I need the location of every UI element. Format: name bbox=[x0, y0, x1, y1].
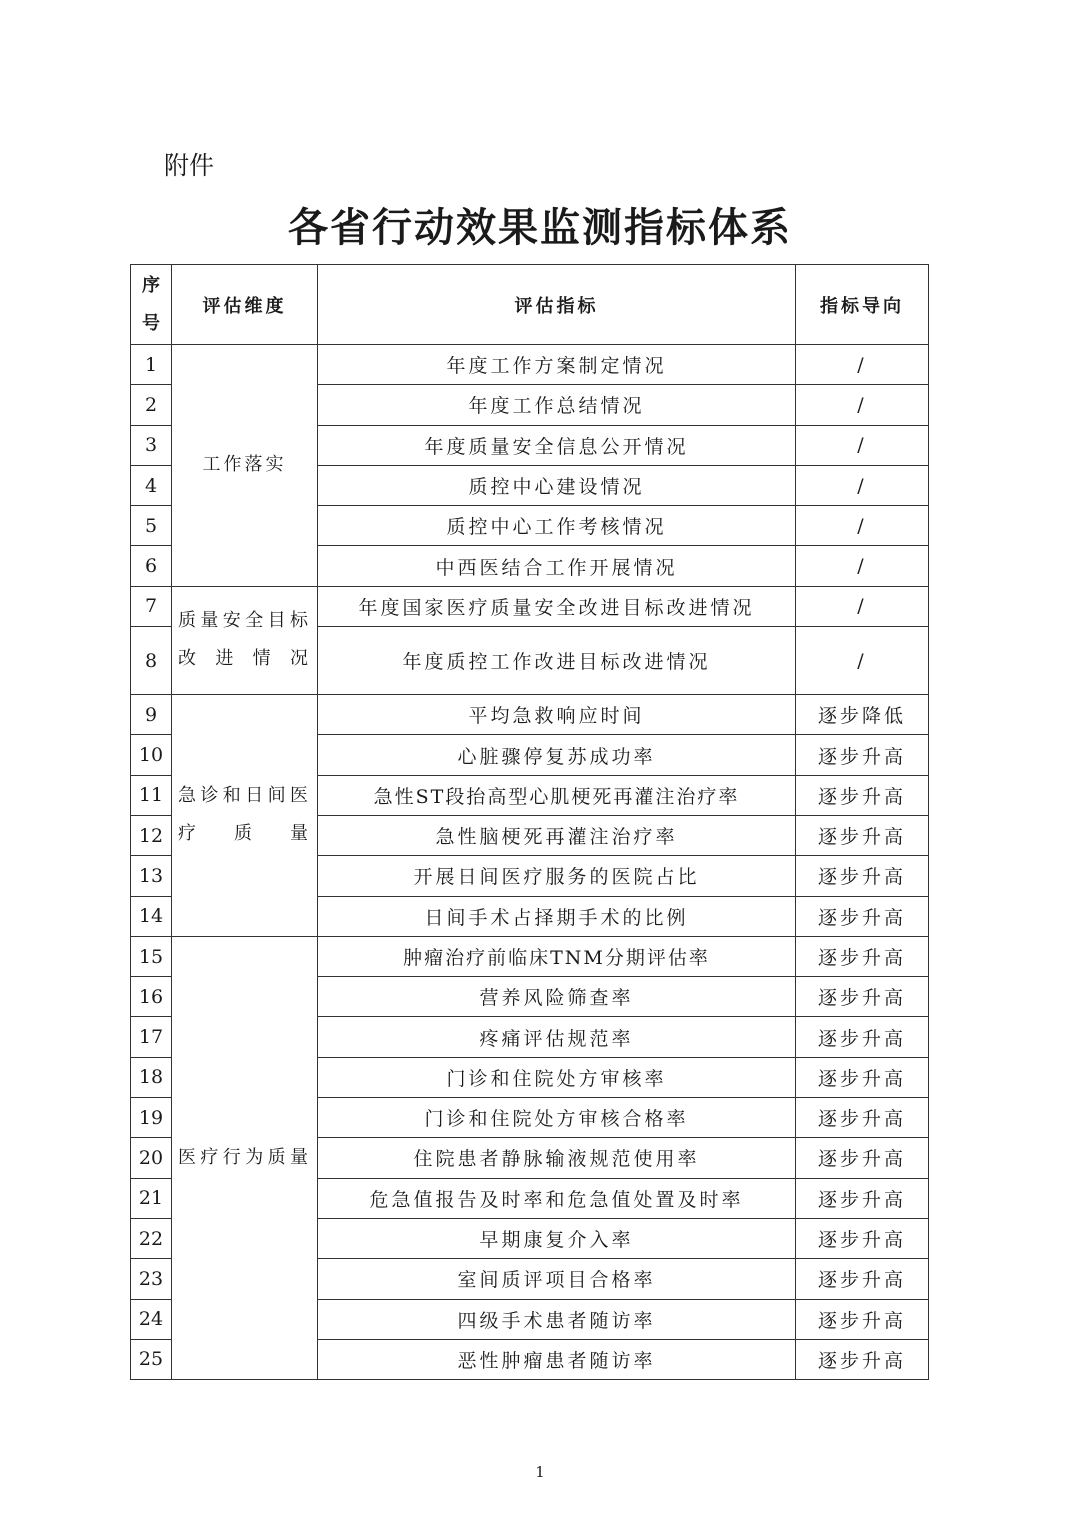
row-direction: 逐步升高 bbox=[796, 1017, 929, 1057]
row-indicator: 门诊和住院处方审核率 bbox=[318, 1057, 796, 1097]
row-seq: 8 bbox=[131, 627, 172, 695]
row-indicator: 日间手术占择期手术的比例 bbox=[318, 896, 796, 936]
row-direction: / bbox=[796, 425, 929, 465]
row-indicator: 肿瘤治疗前临床TNM分期评估率 bbox=[318, 936, 796, 976]
row-direction: 逐步升高 bbox=[796, 856, 929, 896]
row-indicator: 恶性肿瘤患者随访率 bbox=[318, 1339, 796, 1379]
row-seq: 13 bbox=[131, 856, 172, 896]
row-seq: 10 bbox=[131, 735, 172, 775]
row-seq: 21 bbox=[131, 1178, 172, 1218]
row-direction: 逐步降低 bbox=[796, 695, 929, 735]
row-indicator: 疼痛评估规范率 bbox=[318, 1017, 796, 1057]
row-indicator: 平均急救响应时间 bbox=[318, 695, 796, 735]
row-direction: 逐步升高 bbox=[796, 735, 929, 775]
row-seq: 16 bbox=[131, 977, 172, 1017]
dimension-cell: 医疗行为质量 bbox=[172, 936, 318, 1379]
dimension-cell: 工作落实 bbox=[172, 345, 318, 587]
row-indicator: 质控中心工作考核情况 bbox=[318, 506, 796, 546]
row-direction: 逐步升高 bbox=[796, 896, 929, 936]
row-direction: / bbox=[796, 345, 929, 385]
row-direction: 逐步升高 bbox=[796, 1178, 929, 1218]
table-header-row bbox=[131, 265, 929, 345]
row-seq: 23 bbox=[131, 1259, 172, 1299]
row-seq: 14 bbox=[131, 896, 172, 936]
row-direction: 逐步升高 bbox=[796, 815, 929, 855]
row-seq: 9 bbox=[131, 695, 172, 735]
table-row bbox=[131, 586, 929, 626]
row-indicator: 四级手术患者随访率 bbox=[318, 1299, 796, 1339]
dimension-cell: 质量安全目标改进情况 bbox=[172, 586, 318, 694]
row-indicator: 质控中心建设情况 bbox=[318, 465, 796, 505]
attachment-label: 附件 bbox=[164, 151, 215, 180]
row-seq: 4 bbox=[131, 465, 172, 505]
row-indicator: 年度质量安全信息公开情况 bbox=[318, 425, 796, 465]
row-indicator: 开展日间医疗服务的医院占比 bbox=[318, 856, 796, 896]
row-indicator: 年度质控工作改进目标改进情况 bbox=[318, 627, 796, 695]
dimension-cell: 急诊和日间医疗质量 bbox=[172, 695, 318, 937]
row-direction: 逐步升高 bbox=[796, 1218, 929, 1258]
row-direction: 逐步升高 bbox=[796, 1138, 929, 1178]
row-direction: / bbox=[796, 627, 929, 695]
row-seq: 18 bbox=[131, 1057, 172, 1097]
row-seq: 24 bbox=[131, 1299, 172, 1339]
header-seq: 序号 bbox=[131, 265, 172, 345]
row-seq: 15 bbox=[131, 936, 172, 976]
row-seq: 11 bbox=[131, 775, 172, 815]
row-seq: 17 bbox=[131, 1017, 172, 1057]
table-row bbox=[131, 345, 929, 385]
row-direction: 逐步升高 bbox=[796, 1259, 929, 1299]
row-indicator: 住院患者静脉输液规范使用率 bbox=[318, 1138, 796, 1178]
row-direction: 逐步升高 bbox=[796, 1098, 929, 1138]
row-seq: 5 bbox=[131, 506, 172, 546]
row-seq: 1 bbox=[131, 345, 172, 385]
row-direction: 逐步升高 bbox=[796, 1057, 929, 1097]
row-seq: 25 bbox=[131, 1339, 172, 1379]
row-seq: 12 bbox=[131, 815, 172, 855]
table-row bbox=[131, 695, 929, 735]
row-indicator: 年度工作方案制定情况 bbox=[318, 345, 796, 385]
row-indicator: 中西医结合工作开展情况 bbox=[318, 546, 796, 586]
row-direction: 逐步升高 bbox=[796, 977, 929, 1017]
row-indicator: 急性ST段抬高型心肌梗死再灌注治疗率 bbox=[318, 775, 796, 815]
row-seq: 6 bbox=[131, 546, 172, 586]
row-indicator: 室间质评项目合格率 bbox=[318, 1259, 796, 1299]
page-number: 1 bbox=[535, 1463, 545, 1481]
row-seq: 7 bbox=[131, 586, 172, 626]
header-indicator: 评估指标 bbox=[318, 265, 796, 345]
row-direction: 逐步升高 bbox=[796, 1339, 929, 1379]
header-direction: 指标导向 bbox=[796, 265, 929, 345]
row-direction: / bbox=[796, 586, 929, 626]
row-direction: / bbox=[796, 546, 929, 586]
header-dimension: 评估维度 bbox=[172, 265, 318, 345]
table-row bbox=[131, 936, 929, 976]
row-indicator: 年度工作总结情况 bbox=[318, 385, 796, 425]
row-seq: 2 bbox=[131, 385, 172, 425]
row-indicator: 年度国家医疗质量安全改进目标改进情况 bbox=[318, 586, 796, 626]
row-indicator: 早期康复介入率 bbox=[318, 1218, 796, 1258]
row-direction: / bbox=[796, 385, 929, 425]
row-seq: 22 bbox=[131, 1218, 172, 1258]
row-indicator: 心脏骤停复苏成功率 bbox=[318, 735, 796, 775]
page-title: 各省行动效果监测指标体系 bbox=[288, 205, 792, 251]
row-indicator: 危急值报告及时率和危急值处置及时率 bbox=[318, 1178, 796, 1218]
row-direction: / bbox=[796, 506, 929, 546]
indicator-table bbox=[130, 264, 929, 1380]
row-direction: / bbox=[796, 465, 929, 505]
row-indicator: 营养风险筛查率 bbox=[318, 977, 796, 1017]
row-direction: 逐步升高 bbox=[796, 1299, 929, 1339]
row-direction: 逐步升高 bbox=[796, 936, 929, 976]
row-direction: 逐步升高 bbox=[796, 775, 929, 815]
row-indicator: 门诊和住院处方审核合格率 bbox=[318, 1098, 796, 1138]
row-seq: 20 bbox=[131, 1138, 172, 1178]
row-indicator: 急性脑梗死再灌注治疗率 bbox=[318, 815, 796, 855]
row-seq: 19 bbox=[131, 1098, 172, 1138]
row-seq: 3 bbox=[131, 425, 172, 465]
